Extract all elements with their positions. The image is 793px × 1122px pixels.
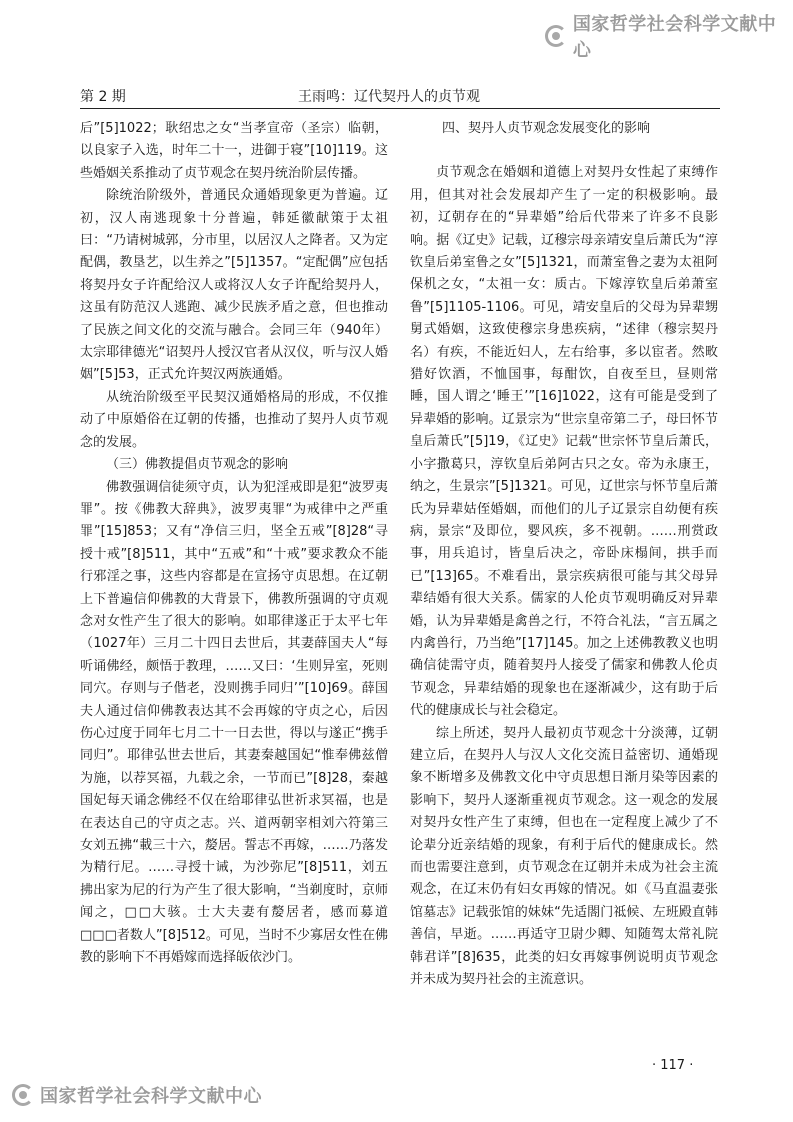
paragraph: 贞节观念在婚姻和道德上对契丹女性起了束缚作用，但其对社会发展却产生了一定的积极影响。最初，辽朝存在的“异辈婚”给后代带来了许多不良影响。据《辽史》记载，辽穆宗母亲靖安皇后萧氏为“淳钦皇后弟室鲁之女”[5]1321，而萧室鲁之妻为太祖阿保机之女，“太祖一女：质古。下嫁淳钦皇后弟萧室鲁”[5]1105-1106。可见，靖安皇后的父母为异辈甥舅式婚姻，这致使穆宗身患疾病，“述律（穆宗契丹名）有疾，不能近妇人，左右给事，多以宦者。然畋猎好饮酒，不恤国事，每酣饮，自夜至旦，昼则常睡，国人谓之‘睡王’”[16]1022，这有可能是受到了异辈婚的影响。辽景宗为“世宗皇帝第二子，母曰怀节皇后萧氏”[5]19，《辽史》记载“世宗怀节皇后萧氏，小字撒葛只，淳钦皇后弟阿古只之女。帝为永康王，纳之，生景宗”[5]1321。可见，辽世宗与怀节皇后萧氏为异辈姑侄婚姻，而他们的儿子辽景宗自幼便有疾病，景宗“及即位，婴风疾，多不视朝。……刑赏政事，用兵追讨，皆皇后决之，帝卧床榻间，拱手而已”[13]65。不难看出，景宗疾病很可能与其父母异辈结婚有很大关系。儒家的人伦贞节观明确反对异辈婚，认为异辈婚是禽兽之行，不符合礼法，“言五属之内禽兽行，乃当绝”[17]145。加之上述佛教教义也明确信徒需守贞，随着契丹人接受了儒家和佛教人伦贞节观念，异辈结婚的现象也在逐渐减少，这有助于后代的健康成长与社会稳定。 (410, 165, 718, 719)
page-number: · 117 · (652, 1058, 694, 1073)
paragraph: 佛教强调信徒须守贞，认为犯淫戒即是犯“波罗夷罪”。按《佛教大辞典》，波罗夷罪“为戒律中之严重罪”[15]853；又有“净信三归，坚全五戒”[8]28“寻授十戒”[8]511，其中“五戒”和“十戒”要求教众不能行邪淫之事，这些内容都是在宣扬守贞思想。在辽朝上下普遍信仰佛教的大背景下，佛教所强调的守贞观念对女性产生了很大的影响。如耶律遂正于太平七年（1027年）三月二十四日去世后，其妻薛国夫人“每听诵佛经，颇悟于教理，……又曰：‘生则异室，死则同穴。存则与子偕老，没则携手同归’”[10]69。薛国夫人通过信仰佛教表达其不会再嫁的守贞之心，后因伤心过度于同年七月二十一日去世，得以与遂正“携手同归”。耶律弘世去世后，其妻秦越国妃“惟奉佛兹僧为施，以荐冥福，九载之余，一节而已”[8]28，秦越国妃每天诵念佛经不仅在给耶律弘世祈求冥福，也是在表达自己的守贞之志。兴、道两朝宰相刘六符第三女刘五拂“載三十六，嫠居。誓志不再嫁，……乃落发为精行尼。……寻授十诫，为沙弥尼”[8]511，刘五拂出家为尼的行为产生了很大影响，“当剃度时，京师闻之，□□大骇。士大夫妻有嫠居者，感而募道□□□者数人”[8]512。可见，当时不少寡居女性在佛教的影响下不再婚嫁而选择皈依沙门。 (80, 479, 388, 966)
watermark-text: 国家哲学社会科学文献中心 (40, 1086, 262, 1107)
running-header (80, 86, 720, 108)
cnssl-logo-icon (12, 1084, 34, 1106)
watermark-text: 国家哲学社会科学文献中心 (572, 14, 777, 61)
running-title: 王雨鸣：辽代契丹人的贞节观 (298, 89, 480, 105)
paragraph: 从统治阶级至平民契汉通婚格局的形成，不仅推动了中原婚俗在辽朝的传播，也推动了契丹人贞节观念的发展。 (80, 389, 388, 450)
right-column (410, 118, 718, 991)
header-rule (80, 108, 720, 109)
left-column (80, 118, 388, 969)
paragraph: 除统治阶级外，普通民众通婚现象更为普遍。辽初，汉人南逃现象十分普遍，韩延徽献策于太祖曰：“乃请树城郭，分市里，以居汉人之降者。又为定配偶，教垦艺，以生养之”[5]1357。“定配偶”应包括将契丹女子许配给汉人或将汉人女子许配给契丹人，这虽有防范汉人逃跑、减少民族矛盾之意，但也推动了民族之间文化的交流与融合。会同三年（940年）太宗耶律德光“诏契丹人授汉官者从汉仪，听与汉人婚姻”[5]53，正式允许契汉两族通婚。 (80, 188, 388, 383)
watermark-bottom (12, 1082, 262, 1108)
watermark-top (545, 10, 793, 62)
cnssl-logo-icon (545, 25, 567, 47)
section-heading: （三）佛教提倡贞节观念的影响 (106, 457, 289, 473)
issue-number: 第 2 期 (80, 89, 126, 105)
paragraph: 综上所述，契丹人最初贞节观念十分淡薄，辽朝建立后，在契丹人与汉人文化交流日益密切、通婚现象不断增多及佛教文化中守贞思想日渐月染等因素的影响下，契丹人逐渐重视贞节观念。这一观念的发展对契丹女性产生了束缚，但也在一定程度上减少了不论辈分近亲结婚的现象，有利于后代的健康成长。然而也需要注意到，贞节观念在辽朝并未成为社会主流观念，在辽末仍有妇女再嫁的情况。如《马直温妻张馆墓志》记载张馆的妹妹“先适閤门祗候、左班殿直韩善信，早逝。……再适守卫尉少卿、知随驾太常礼院韩君详”[8]635，此类的妇女再嫁事例说明贞节观念并未成为契丹社会的主流意识。 (410, 725, 718, 988)
section-heading: 四、契丹人贞节观念发展变化的影响 (442, 121, 651, 136)
paragraph: 后”[5]1022；耿绍忠之女“当孝宣帝（圣宗）临朝，以良家子入选，时年二十一，进御于寝”[10]119。这些婚姻关系推动了贞节观念在契丹统治阶层传播。 (80, 121, 388, 181)
